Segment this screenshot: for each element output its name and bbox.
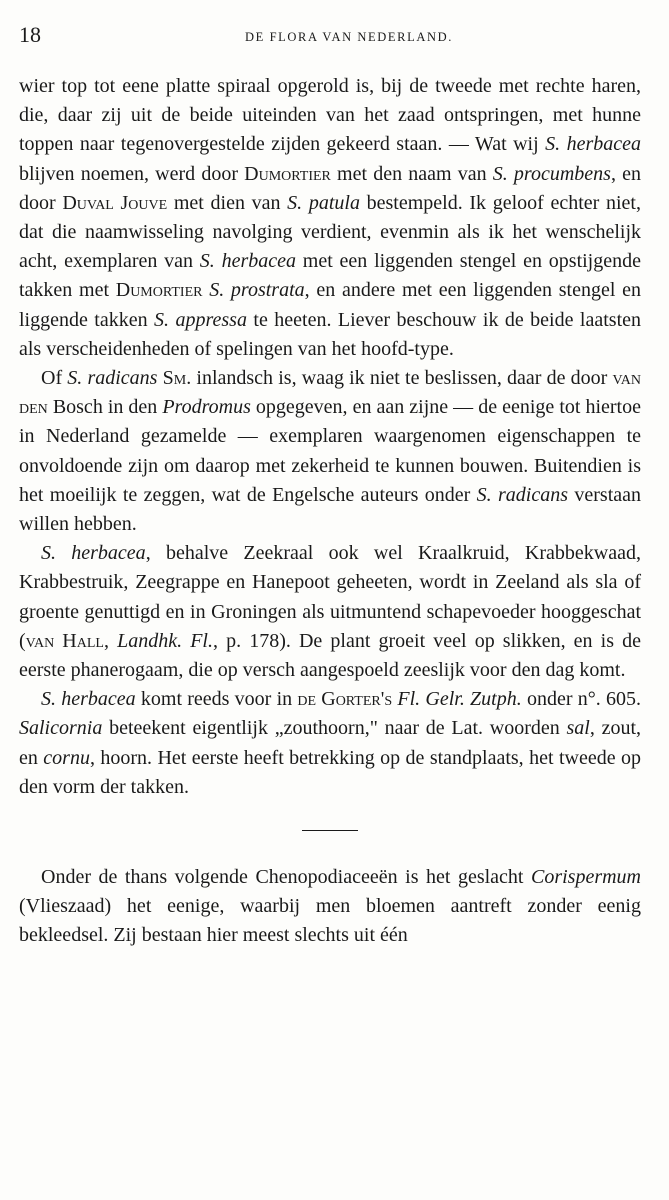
paragraph-2: Of S. radicans Sm. inlandsch is, waag ik niet te beslissen, daar de door van den Bosch in den Prodromus opgegeven, en aan zijne — de eenige tot hiertoe in Nederland gezamelde — exemplaren waargenomen eigenschappen te onvoldoende zijn om daarop met zekerheid te kunnen bouwen. Buitendien is het moeilijk te zeggen, wat de Engelsche auteurs onder S. radicans verstaan willen hebben.: [19, 367, 642, 536]
section-divider: [302, 830, 358, 831]
paragraph-3: S. herbacea, behalve Zeekraal ook wel Kraalkruid, Krabbekwaad, Krabbestruik, Zeegrappe en Hanepoot geheeten, wordt in Zeeland als sla of groente genuttigd en in Groningen als uitmuntend schapevoeder hooggeschat (van Hall, Landhk. Fl., p. 178). De plant groeit veel op slikken, en is de eerste phanerogaam, die op versch aangespoeld zeeslijk voor den dag komt.: [19, 542, 641, 682]
page-header: [19, 22, 639, 50]
paragraph-4: S. herbacea komt reeds voor in de Gorter's Fl. Gelr. Zutph. onder n°. 605. Salicornia beteekent eigentlijk „zouthoorn," naar de Lat. woorden sal, zout, en cornu, hoorn. Het eerste heeft betrekking op de standplaats, het tweede op den vorm der takken.: [19, 688, 642, 798]
paragraph-1: wier top tot eene platte spiraal opgerold is, bij de tweede met rechte haren, die, daar zij uit de beide uiteinden van het zaad ontspringen, met hunne toppen naar tegenovergestelde zijden gekeerd staan. — Wat wij S. herbacea blijven noemen, werd door Dumortier met den naam van S. procumbens, en door Duval Jouve met dien van S. patula bestempeld. Ik geloof echter niet, dat die naamwisseling navolging verdient, evenmin als ik het wenschelijk acht, exemplaren van S. herbacea met een liggenden stengel en opstijgende takken met Dumortier S. prostrata, en andere met een liggenden stengel en liggende takken S. appressa te heeten. Liever beschouw ik de beide laatsten als verscheidenheden of spelingen van het hoofd-type.: [19, 75, 642, 360]
body-text: [19, 72, 641, 951]
paragraph-5: Onder de thans volgende Chenopodiaceeën is het geslacht Corispermum (Vlieszaad) het eenige, waarbij men bloemen aantreft zonder eenig bekleedsel. Zij bestaan hier meest slechts uit één: [19, 866, 641, 947]
page-number: 18: [19, 22, 41, 47]
running-title: DE FLORA VAN NEDERLAND.: [245, 30, 453, 44]
